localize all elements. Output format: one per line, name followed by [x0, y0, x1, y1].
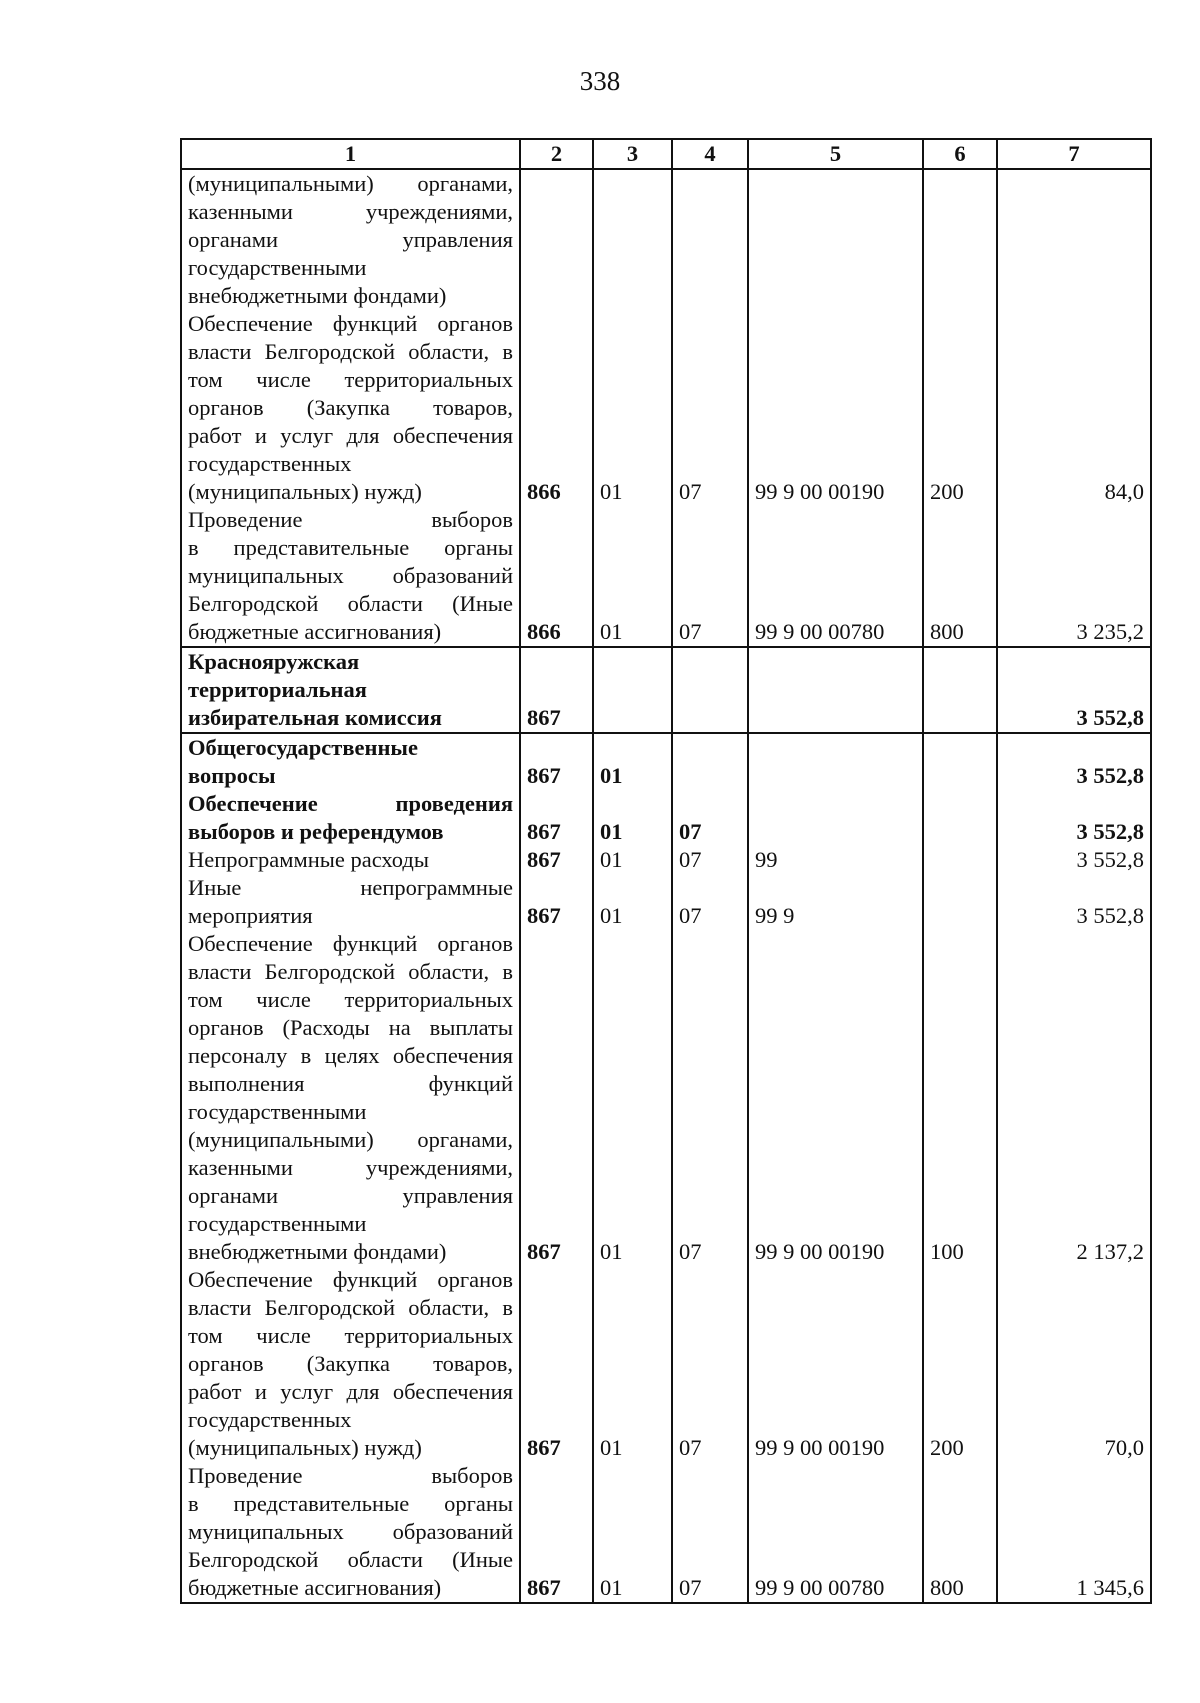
table-row	[181, 846, 1151, 874]
description-line: казенными учреждениями,	[188, 199, 513, 224]
cell-ministry-code: 867	[520, 1462, 593, 1603]
cell-subsection	[672, 647, 748, 733]
cell-subsection: 07	[672, 790, 748, 846]
cell-amount: 3 552,8	[997, 846, 1151, 874]
row-description	[181, 790, 520, 846]
col-header-3: 3	[593, 139, 672, 169]
description-line: государственными	[188, 1211, 367, 1236]
cell-section: 01	[593, 733, 672, 790]
cell-expense-type	[923, 790, 997, 846]
cell-expense-type: 100	[923, 930, 997, 1266]
cell-expense-type	[923, 169, 997, 310]
description-line: муниципальных образований	[188, 1519, 513, 1544]
cell-subsection	[672, 169, 748, 310]
description-line: Обеспечение функций органов	[188, 311, 513, 336]
cell-expense-type	[923, 846, 997, 874]
description-line: Обеспечение функций органов	[188, 931, 513, 956]
cell-ministry-code: 867	[520, 874, 593, 930]
cell-target-article: 99 9	[748, 874, 923, 930]
cell-ministry-code: 866	[520, 506, 593, 647]
cell-ministry-code	[520, 169, 593, 310]
cell-expense-type: 200	[923, 1266, 997, 1462]
cell-ministry-code: 867	[520, 647, 593, 733]
cell-section: 01	[593, 930, 672, 1266]
description-line: органами управления	[188, 227, 513, 252]
cell-target-article	[748, 790, 923, 846]
table-row	[181, 1462, 1151, 1603]
description-line: государственными	[188, 255, 367, 280]
cell-expense-type: 800	[923, 506, 997, 647]
row-description	[181, 647, 520, 733]
cell-section: 01	[593, 310, 672, 506]
description-line: государственными	[188, 1099, 367, 1124]
description-line: власти Белгородской области, в	[188, 339, 513, 364]
cell-subsection: 07	[672, 1462, 748, 1603]
row-description	[181, 1266, 520, 1462]
cell-target-article	[748, 647, 923, 733]
cell-expense-type	[923, 874, 997, 930]
page-number: 338	[579, 66, 621, 96]
cell-target-article	[748, 733, 923, 790]
description-line: внебюджетными фондами)	[188, 283, 447, 308]
row-description	[181, 169, 520, 310]
cell-amount: 3 552,8	[997, 647, 1151, 733]
table-row	[181, 169, 1151, 310]
description-line: органов (Закупка товаров,	[188, 395, 513, 420]
cell-subsection	[672, 733, 748, 790]
cell-subsection: 07	[672, 874, 748, 930]
cell-ministry-code: 867	[520, 930, 593, 1266]
description-line: персоналу в целях обеспечения	[188, 1043, 513, 1068]
table-row	[181, 1266, 1151, 1462]
description-line: том числе территориальных	[188, 987, 513, 1012]
description-line: муниципальных образований	[188, 563, 513, 588]
description-line: избирательная комиссия	[188, 705, 442, 730]
cell-expense-type	[923, 733, 997, 790]
row-description	[181, 733, 520, 790]
cell-section: 01	[593, 846, 672, 874]
cell-section	[593, 169, 672, 310]
description-line: в представительные органы	[188, 535, 513, 560]
cell-subsection: 07	[672, 846, 748, 874]
cell-section	[593, 647, 672, 733]
cell-amount: 84,0	[997, 310, 1151, 506]
cell-target-article: 99 9 00 00190	[748, 1266, 923, 1462]
cell-amount: 3 552,8	[997, 733, 1151, 790]
cell-expense-type: 800	[923, 1462, 997, 1603]
row-description	[181, 310, 520, 506]
col-header-2: 2	[520, 139, 593, 169]
description-line: внебюджетными фондами)	[188, 1239, 447, 1264]
cell-target-article: 99 9 00 00190	[748, 930, 923, 1266]
cell-amount	[997, 169, 1151, 310]
description-line: органами управления	[188, 1183, 513, 1208]
description-line: органов (Закупка товаров,	[188, 1351, 513, 1376]
cell-section: 01	[593, 790, 672, 846]
description-line: Общегосударственные	[188, 735, 418, 760]
description-line: казенными учреждениями,	[188, 1155, 513, 1180]
description-line: бюджетные ассигнования)	[188, 1575, 442, 1600]
description-line: мероприятия	[188, 903, 313, 928]
cell-amount: 1 345,6	[997, 1462, 1151, 1603]
cell-target-article: 99 9 00 00780	[748, 506, 923, 647]
description-line: территориальная	[188, 677, 367, 702]
cell-ministry-code: 867	[520, 790, 593, 846]
cell-amount: 70,0	[997, 1266, 1151, 1462]
col-header-4: 4	[672, 139, 748, 169]
description-line: работ и услуг для обеспечения	[188, 1379, 513, 1404]
table-row	[181, 310, 1151, 506]
table-row	[181, 647, 1151, 733]
row-description	[181, 846, 520, 874]
cell-expense-type: 200	[923, 310, 997, 506]
description-line: Проведение выборов	[188, 1463, 513, 1488]
cell-section: 01	[593, 1266, 672, 1462]
cell-ministry-code: 866	[520, 310, 593, 506]
description-line: Белгородской области (Иные	[188, 591, 513, 616]
row-description	[181, 506, 520, 647]
cell-ministry-code: 867	[520, 1266, 593, 1462]
row-description	[181, 874, 520, 930]
description-line: власти Белгородской области, в	[188, 959, 513, 984]
description-line: (муниципальных) нужд)	[188, 1435, 422, 1460]
cell-ministry-code: 867	[520, 733, 593, 790]
table-row	[181, 506, 1151, 647]
description-line: Белгородской области (Иные	[188, 1547, 513, 1572]
description-line: (муниципальных) нужд)	[188, 479, 422, 504]
description-line: (муниципальными) органами,	[188, 1127, 513, 1152]
description-line: (муниципальными) органами,	[188, 171, 513, 196]
description-line: Краснояружская	[188, 649, 360, 674]
col-header-1: 1	[181, 139, 520, 169]
description-line: Обеспечение функций органов	[188, 1267, 513, 1292]
description-line: выборов и референдумов	[188, 819, 444, 844]
description-line: том числе территориальных	[188, 1323, 513, 1348]
cell-section: 01	[593, 874, 672, 930]
col-header-6: 6	[923, 139, 997, 169]
table-row	[181, 874, 1151, 930]
cell-amount: 3 552,8	[997, 790, 1151, 846]
table-row	[181, 930, 1151, 1266]
description-line: органов (Расходы на выплаты	[188, 1015, 513, 1040]
table-row	[181, 733, 1151, 790]
description-line: работ и услуг для обеспечения	[188, 423, 513, 448]
cell-target-article	[748, 169, 923, 310]
table-body	[181, 169, 1151, 1603]
description-line: власти Белгородской области, в	[188, 1295, 513, 1320]
description-line: Обеспечение проведения	[188, 791, 513, 816]
description-line: Непрограммные расходы	[188, 847, 429, 872]
cell-target-article: 99	[748, 846, 923, 874]
cell-amount: 2 137,2	[997, 930, 1151, 1266]
cell-subsection: 07	[672, 930, 748, 1266]
description-line: том числе территориальных	[188, 367, 513, 392]
budget-table	[180, 138, 1152, 1604]
header-row	[181, 139, 1151, 169]
cell-amount: 3 235,2	[997, 506, 1151, 647]
cell-expense-type	[923, 647, 997, 733]
description-line: государственных	[188, 451, 352, 476]
cell-ministry-code: 867	[520, 846, 593, 874]
description-line: государственных	[188, 1407, 352, 1432]
row-description	[181, 1462, 520, 1603]
cell-target-article: 99 9 00 00780	[748, 1462, 923, 1603]
description-line: выполнения функций	[188, 1071, 513, 1096]
description-line: Проведение выборов	[188, 507, 513, 532]
cell-section: 01	[593, 506, 672, 647]
cell-subsection: 07	[672, 1266, 748, 1462]
col-header-5: 5	[748, 139, 923, 169]
row-description	[181, 930, 520, 1266]
description-line: в представительные органы	[188, 1491, 513, 1516]
description-line: Иные непрограммные	[188, 875, 513, 900]
cell-subsection: 07	[672, 310, 748, 506]
cell-amount: 3 552,8	[997, 874, 1151, 930]
description-line: бюджетные ассигнования)	[188, 619, 442, 644]
col-header-7: 7	[997, 139, 1151, 169]
cell-section: 01	[593, 1462, 672, 1603]
cell-target-article: 99 9 00 00190	[748, 310, 923, 506]
table-row	[181, 790, 1151, 846]
cell-subsection: 07	[672, 506, 748, 647]
description-line: вопросы	[188, 763, 276, 788]
